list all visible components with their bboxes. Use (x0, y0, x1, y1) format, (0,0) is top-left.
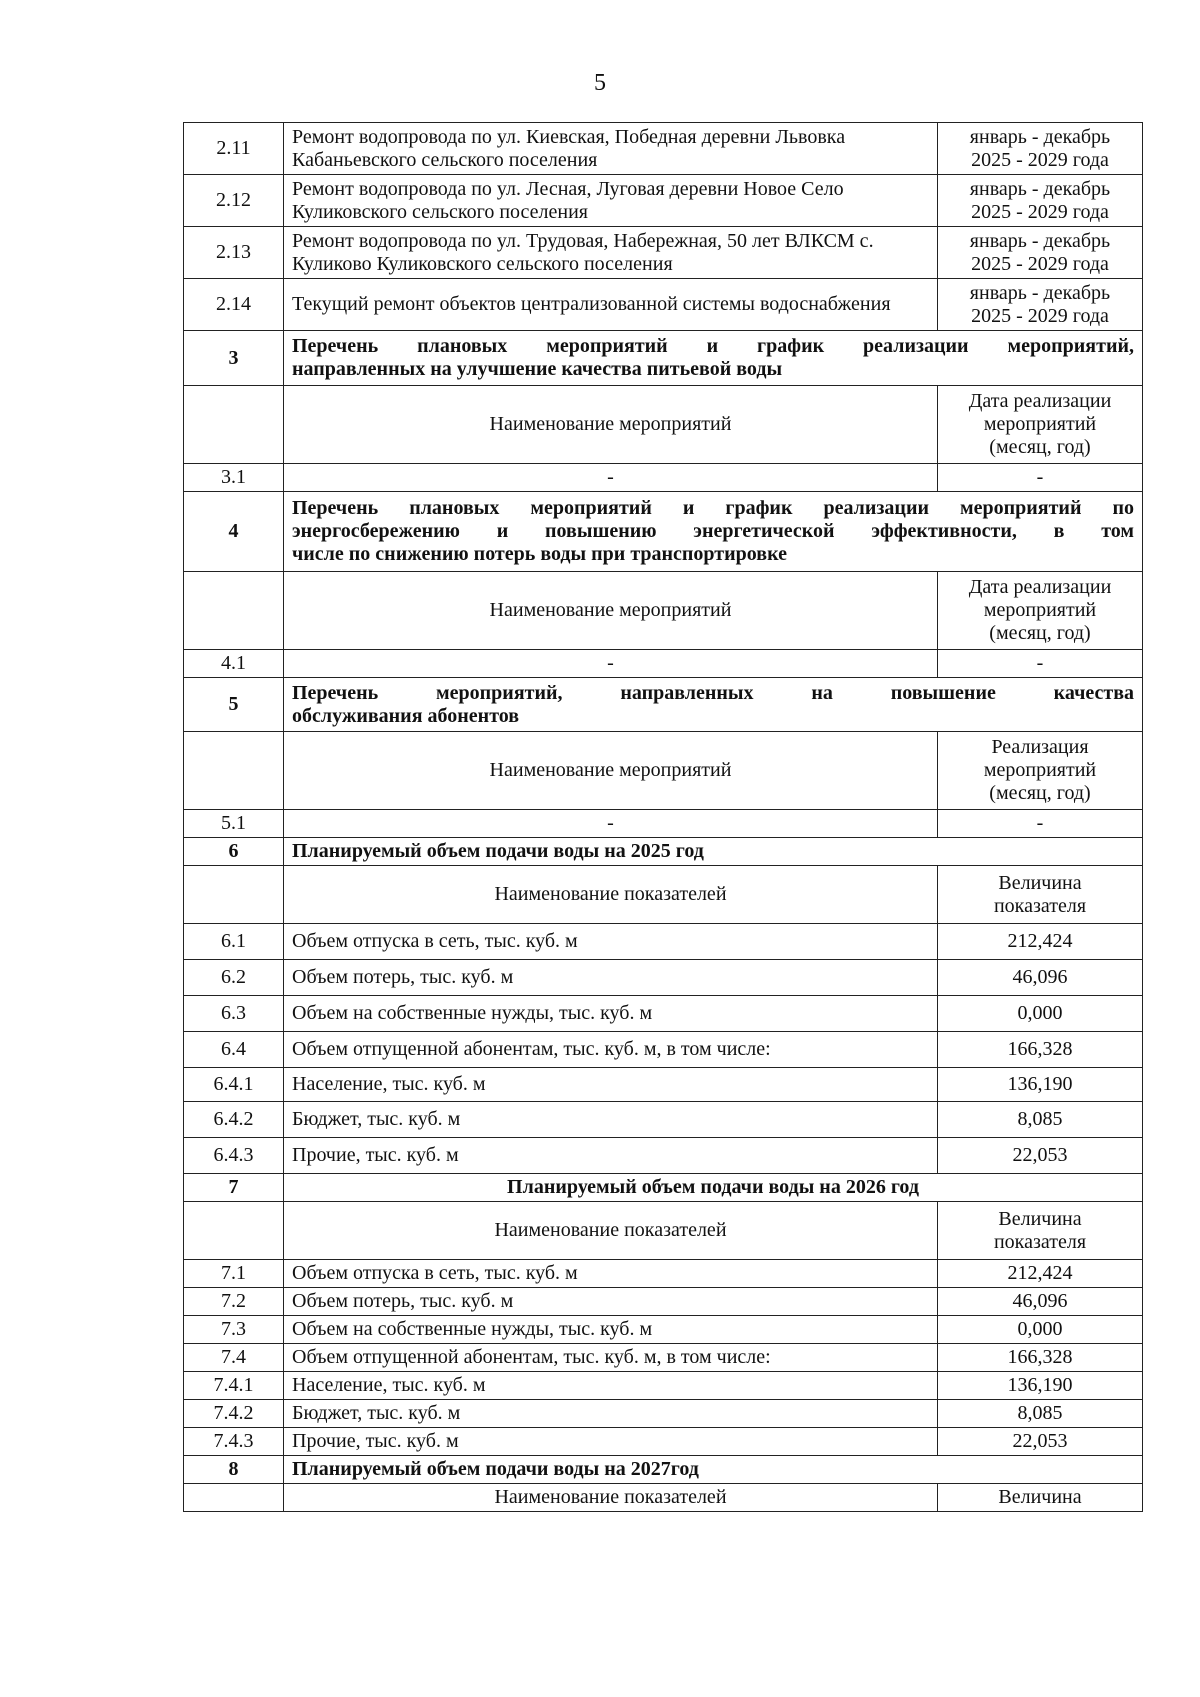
indicator-value: 22,053 (938, 1428, 1143, 1456)
indicator-name: Прочие, тыс. куб. м (284, 1428, 938, 1456)
measure-name: Текущий ремонт объектов централизованной системы водоснабжения (284, 279, 938, 331)
section-title (284, 331, 1143, 386)
header-line: (месяц, год) (989, 622, 1091, 644)
row-number: 7.3 (184, 1316, 284, 1344)
section-header-row (184, 492, 1143, 572)
row-number: 6.4 (184, 1032, 284, 1068)
header-line: Дата реализации (968, 576, 1112, 598)
header-line: Реализация (991, 736, 1089, 758)
section-title (284, 678, 1143, 732)
indicator-name: Население, тыс. куб. м (284, 1372, 938, 1400)
section-number: 7 (184, 1174, 284, 1202)
section-title: Планируемый объем подачи воды на 2025 год (284, 838, 1143, 866)
row-number: 2.13 (184, 227, 284, 279)
indicator-name: Объем отпущенной абонентам, тыс. куб. м, в том числе: (284, 1032, 938, 1068)
indicator-value: 46,096 (938, 960, 1143, 996)
table-row (184, 464, 1143, 492)
indicator-value: 166,328 (938, 1344, 1143, 1372)
measure-name: - (284, 464, 938, 492)
column-header-name: Наименование мероприятий (284, 386, 938, 464)
table-row (184, 227, 1143, 279)
date-months: январь - декабрь (969, 229, 1111, 252)
table-row (184, 175, 1143, 227)
date-years: 2025 - 2029 года (971, 200, 1109, 223)
table-row (184, 1260, 1143, 1288)
section-number: 5 (184, 678, 284, 732)
table-row (184, 279, 1143, 331)
date-years: 2025 - 2029 года (971, 148, 1109, 171)
indicator-name: Объем отпущенной абонентам, тыс. куб. м, в том числе: (284, 1344, 938, 1372)
column-header-name: Наименование показателей (284, 866, 938, 924)
row-number: 4.1 (184, 650, 284, 678)
row-number: 7.4 (184, 1344, 284, 1372)
header-line: показателя (993, 1230, 1087, 1253)
row-number: 6.4.2 (184, 1102, 284, 1138)
table-row (184, 1102, 1143, 1138)
column-header-row (184, 732, 1143, 810)
indicator-name: Прочие, тыс. куб. м (284, 1138, 938, 1174)
row-number: 7.4.2 (184, 1400, 284, 1428)
header-line: показателя (993, 894, 1087, 917)
indicator-value: 0,000 (938, 996, 1143, 1032)
header-line: мероприятий (983, 599, 1097, 621)
row-number: 5.1 (184, 810, 284, 838)
table-row (184, 1400, 1143, 1428)
header-line: Величина (998, 871, 1082, 894)
row-number: 6.3 (184, 996, 284, 1032)
row-number: 3.1 (184, 464, 284, 492)
row-number: 6.4.1 (184, 1068, 284, 1102)
measure-date (938, 227, 1143, 279)
indicator-name: Население, тыс. куб. м (284, 1068, 938, 1102)
row-number: 7.1 (184, 1260, 284, 1288)
indicator-value: 136,190 (938, 1372, 1143, 1400)
table-row (184, 924, 1143, 960)
measure-date: - (938, 810, 1143, 838)
indicator-value: 136,190 (938, 1068, 1143, 1102)
table-row (184, 1288, 1143, 1316)
measure-date (938, 123, 1143, 175)
indicator-name: Объем отпуска в сеть, тыс. куб. м (284, 1260, 938, 1288)
table-row (184, 1032, 1143, 1068)
section-title (284, 492, 1143, 572)
measure-date (938, 175, 1143, 227)
table-row (184, 810, 1143, 838)
indicator-value: 22,053 (938, 1138, 1143, 1174)
section-number: 6 (184, 838, 284, 866)
section-header-row (184, 838, 1143, 866)
indicator-value: 8,085 (938, 1400, 1143, 1428)
section-title-line: Перечень плановых мероприятий и график реализации мероприятий, (292, 335, 1134, 357)
row-number: 2.12 (184, 175, 284, 227)
indicator-name: Объем на собственные нужды, тыс. куб. м (284, 996, 938, 1032)
measure-name: - (284, 650, 938, 678)
empty-cell (184, 866, 284, 924)
table-row (184, 1344, 1143, 1372)
section-title: Планируемый объем подачи воды на 2027год (284, 1456, 1143, 1484)
column-header-row (184, 1484, 1143, 1512)
indicator-name: Объем отпуска в сеть, тыс. куб. м (284, 924, 938, 960)
measure-date (938, 279, 1143, 331)
section-header-row (184, 331, 1143, 386)
table-row (184, 996, 1143, 1032)
section-title-line: обслуживания абонентов (292, 704, 520, 727)
section-number: 3 (184, 331, 284, 386)
empty-cell (184, 572, 284, 650)
indicator-name: Объем потерь, тыс. куб. м (284, 960, 938, 996)
section-title-line: энергосбережению и повышению энергетической эффективности, в том (292, 520, 1134, 542)
table-row (184, 1316, 1143, 1344)
column-header-value: Величина (938, 1484, 1143, 1512)
column-header-name: Наименование мероприятий (284, 572, 938, 650)
row-number: 6.1 (184, 924, 284, 960)
header-line: (месяц, год) (989, 782, 1091, 804)
column-header-date (938, 732, 1143, 810)
row-number: 7.4.1 (184, 1372, 284, 1400)
row-number: 6.2 (184, 960, 284, 996)
measure-name: Ремонт водопровода по ул. Лесная, Луговая деревни Новое Село Куликовского сельского поселения (284, 175, 938, 227)
section-title-line: направленных на улучшение качества питьевой воды (292, 358, 783, 380)
section-header-row (184, 1456, 1143, 1484)
measure-name: - (284, 810, 938, 838)
empty-cell (184, 386, 284, 464)
section-number: 8 (184, 1456, 284, 1484)
column-header-row (184, 866, 1143, 924)
section-title-line: Перечень мероприятий, направленных на повышение качества (292, 681, 1134, 704)
date-months: январь - декабрь (969, 177, 1111, 200)
empty-cell (184, 1202, 284, 1260)
measures-table (183, 122, 1143, 1512)
column-header-date (938, 572, 1143, 650)
indicator-name: Бюджет, тыс. куб. м (284, 1102, 938, 1138)
date-years: 2025 - 2029 года (971, 304, 1109, 327)
row-number: 2.11 (184, 123, 284, 175)
table-row (184, 1138, 1143, 1174)
indicator-value: 166,328 (938, 1032, 1143, 1068)
measure-name: Ремонт водопровода по ул. Трудовая, Набережная, 50 лет ВЛКСМ с. Куликово Куликовского сельского поселения (284, 227, 938, 279)
indicator-name: Бюджет, тыс. куб. м (284, 1400, 938, 1428)
table-row (184, 1068, 1143, 1102)
table-row (184, 650, 1143, 678)
column-header-row (184, 572, 1143, 650)
column-header-row (184, 386, 1143, 464)
table-row (184, 1428, 1143, 1456)
section-header-row (184, 678, 1143, 732)
indicator-value: 212,424 (938, 1260, 1143, 1288)
date-months: январь - декабрь (969, 281, 1111, 304)
table-row (184, 1372, 1143, 1400)
indicator-value: 0,000 (938, 1316, 1143, 1344)
date-months: январь - декабрь (969, 125, 1111, 148)
column-header-name: Наименование показателей (284, 1202, 938, 1260)
header-line: Величина (998, 1207, 1082, 1230)
column-header-value (938, 1202, 1143, 1260)
row-number: 7.4.3 (184, 1428, 284, 1456)
header-line: мероприятий (983, 413, 1097, 435)
header-line: (месяц, год) (989, 436, 1091, 458)
section-title: Планируемый объем подачи воды на 2026 год (284, 1174, 1143, 1202)
indicator-value: 8,085 (938, 1102, 1143, 1138)
header-line: Дата реализации (968, 390, 1112, 412)
column-header-row (184, 1202, 1143, 1260)
indicator-value: 46,096 (938, 1288, 1143, 1316)
empty-cell (184, 1484, 284, 1512)
indicator-name: Объем на собственные нужды, тыс. куб. м (284, 1316, 938, 1344)
page-number: 5 (594, 70, 606, 96)
section-number: 4 (184, 492, 284, 572)
row-number: 2.14 (184, 279, 284, 331)
section-title-line: числе по снижению потерь воды при транспортировке (292, 543, 787, 565)
column-header-value (938, 866, 1143, 924)
measure-name: Ремонт водопровода по ул. Киевская, Победная деревни Львовка Кабаньевского сельского поселения (284, 123, 938, 175)
measure-date: - (938, 464, 1143, 492)
section-title-line: Перечень плановых мероприятий и график реализации мероприятий по (292, 497, 1134, 519)
indicator-name: Объем потерь, тыс. куб. м (284, 1288, 938, 1316)
row-number: 6.4.3 (184, 1138, 284, 1174)
table-row (184, 123, 1143, 175)
measure-date: - (938, 650, 1143, 678)
section-header-row (184, 1174, 1143, 1202)
column-header-name: Наименование мероприятий (284, 732, 938, 810)
column-header-name: Наименование показателей (284, 1484, 938, 1512)
table-row (184, 960, 1143, 996)
indicator-value: 212,424 (938, 924, 1143, 960)
empty-cell (184, 732, 284, 810)
date-years: 2025 - 2029 года (971, 252, 1109, 275)
row-number: 7.2 (184, 1288, 284, 1316)
column-header-date (938, 386, 1143, 464)
header-line: мероприятий (983, 759, 1097, 781)
